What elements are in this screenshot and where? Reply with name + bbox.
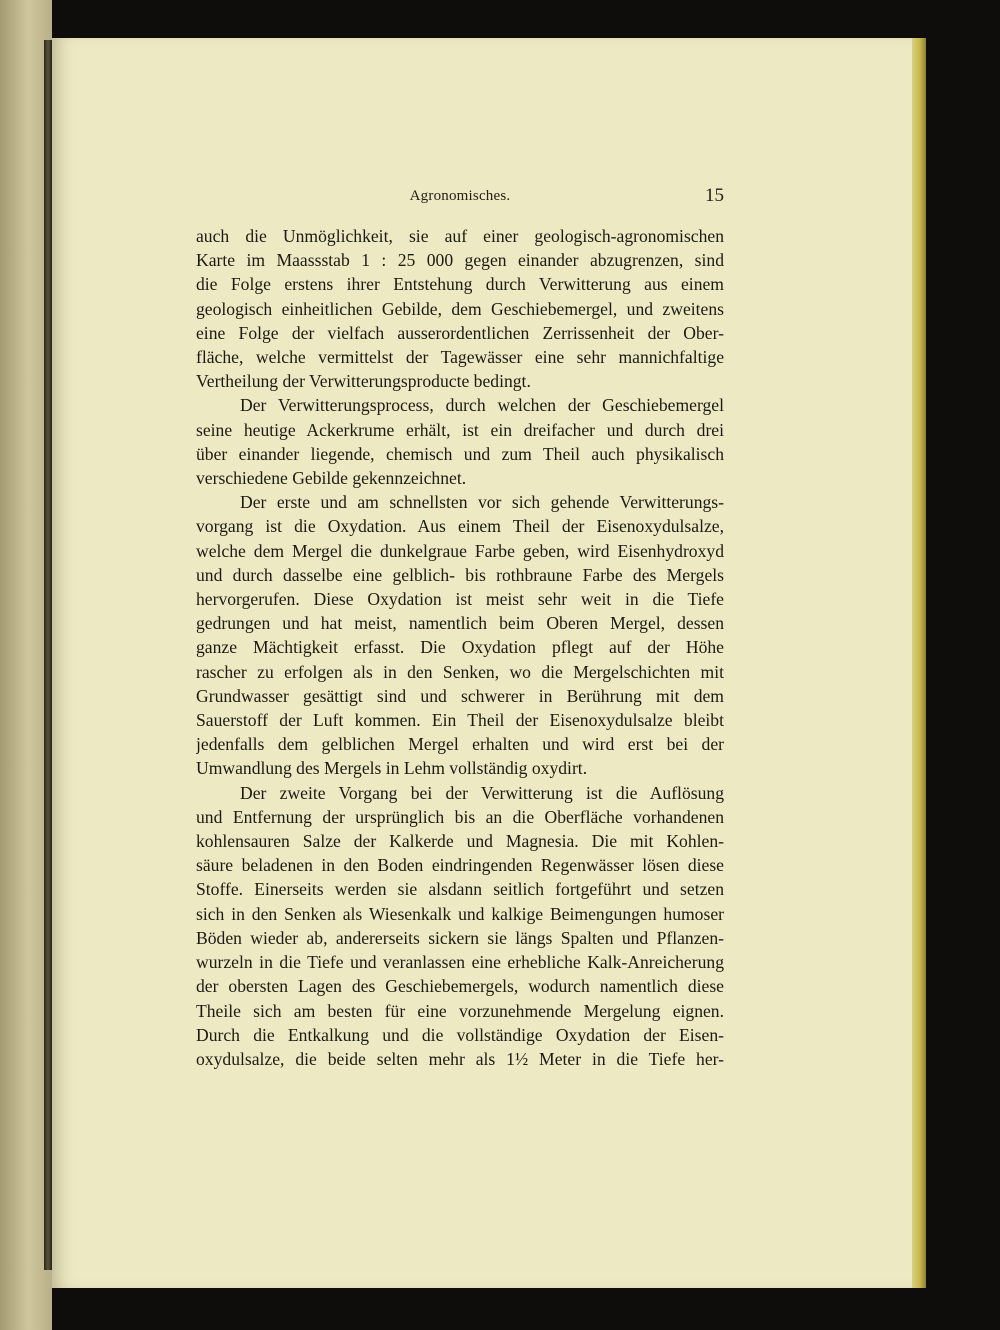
text-line: säure beladenen in den Boden eindringenden Regenwässer lösen diese xyxy=(196,855,724,876)
paragraph xyxy=(196,781,724,1071)
text-line: Grundwasser gesättigt sind und schwerer in Berührung mit dem xyxy=(196,685,724,706)
text-line: sich in den Senken als Wiesenkalk und kalkige Beimengungen humoser xyxy=(196,903,724,924)
text-line: Der erste und am schnellsten vor sich gehende Verwitterungs- xyxy=(240,492,724,513)
text-line: Theile sich am besten für eine vorzunehmende Mergelung eignen. xyxy=(196,1000,724,1021)
text-line: welche dem Mergel die dunkelgraue Farbe geben, wird Eisenhydroxyd xyxy=(196,540,724,561)
text-line: vorgang ist die Oxydation. Aus einem Theil der Eisenoxydulsalze, xyxy=(196,516,724,537)
text-line: geologisch einheitlichen Gebilde, dem Geschiebemergel, und zweitens xyxy=(196,298,724,319)
text-line: Stoffe. Einerseits werden sie alsdann seitlich fortgeführt und setzen xyxy=(196,879,724,900)
paragraph xyxy=(196,393,724,490)
text-line: fläche, welche vermittelst der Tagewässer eine sehr mannichfaltige xyxy=(196,347,724,368)
text-line: rascher zu erfolgen als in den Senken, wo die Mergelschichten mit xyxy=(196,661,724,682)
page-header xyxy=(192,185,728,211)
text-line: verschiedene Gebilde gekennzeichnet. xyxy=(196,468,467,489)
text-line: wurzeln in die Tiefe und veranlassen eine erhebliche Kalk-Anreicherung xyxy=(196,952,724,973)
text-line: Vertheilung der Verwitterungsproducte bedingt. xyxy=(196,371,531,392)
text-line: Durch die Entkalkung und die vollständige Oxydation der Eisen- xyxy=(196,1024,724,1045)
text-line: Sauerstoff der Luft kommen. Ein Theil der Eisenoxydulsalze bleibt xyxy=(196,710,724,731)
text-line: der obersten Lagen des Geschiebemergels, wodurch namentlich diese xyxy=(196,976,724,997)
text-line: hervorgerufen. Diese Oxydation ist meist sehr weit in die Tiefe xyxy=(196,589,724,610)
paragraph xyxy=(196,224,724,393)
body-text xyxy=(196,224,724,1071)
page-number: 15 xyxy=(705,185,724,206)
text-line: Böden wieder ab, andererseits sickern sie längs Spalten und Pflanzen- xyxy=(196,927,724,948)
text-line: Karte im Maassstab 1 : 25 000 gegen einander abzugrenzen, sind xyxy=(196,250,724,271)
gilt-page-edge xyxy=(912,38,926,1288)
text-line: seine heutige Ackerkrume erhält, ist ein dreifacher und durch drei xyxy=(196,419,724,440)
text-line: und durch dasselbe eine gelblich- bis rothbraune Farbe des Mergels xyxy=(196,564,724,585)
text-line: gedrungen und hat meist, namentlich beim Oberen Mergel, dessen xyxy=(196,613,724,634)
text-line: eine Folge der vielfach ausserordentlichen Zerrissenheit der Ober- xyxy=(196,322,724,343)
text-line: und Entfernung der ursprünglich bis an die Oberfläche vorhandenen xyxy=(196,806,724,827)
text-line: jedenfalls dem gelblichen Mergel erhalten und wird erst bei der xyxy=(196,734,724,755)
text-line: Umwandlung des Mergels in Lehm vollständig oxydirt. xyxy=(196,758,588,779)
book-binding xyxy=(44,40,52,1270)
text-line: Der zweite Vorgang bei der Verwitterung ist die Auflösung xyxy=(240,782,724,803)
text-line: die Folge erstens ihrer Entstehung durch Verwitterung aus einem xyxy=(196,274,724,295)
running-title: Agronomisches. xyxy=(409,188,511,204)
text-line: über einander liegende, chemisch und zum Theil auch physikalisch xyxy=(196,443,724,464)
paragraph xyxy=(196,490,724,780)
text-line: Der Verwitterungsprocess, durch welchen der Geschiebemergel xyxy=(240,395,724,416)
text-line: kohlensauren Salze der Kalkerde und Magnesia. Die mit Kohlen- xyxy=(196,831,724,852)
text-line: oxydulsalze, die beide selten mehr als 1½ Meter in die Tiefe her- xyxy=(196,1048,724,1069)
text-line: auch die Unmöglichkeit, sie auf einer geologisch-agronomischen xyxy=(196,226,724,246)
text-line: ganze Mächtigkeit erfasst. Die Oxydation pflegt auf der Höhe xyxy=(196,637,724,658)
